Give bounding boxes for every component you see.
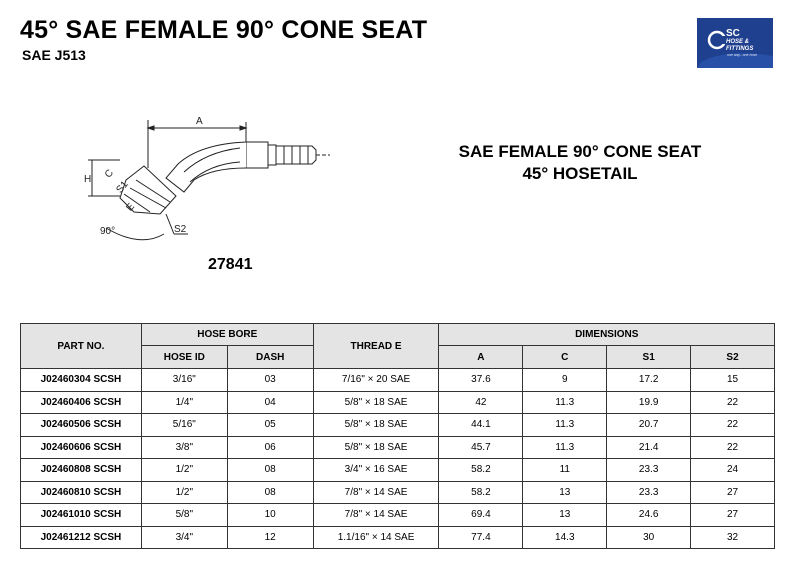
label-a: A <box>196 116 203 127</box>
cell-dash: 08 <box>227 481 313 504</box>
cell-a: 45.7 <box>439 436 523 459</box>
cell-hose-id: 5/8" <box>141 504 227 527</box>
cell-s2: 22 <box>691 414 775 437</box>
cell-c: 13 <box>523 504 607 527</box>
cell-c: 11.3 <box>523 436 607 459</box>
arrow-icon <box>148 126 154 130</box>
cell-a: 42 <box>439 391 523 414</box>
logo-text: FITTINGS <box>726 46 754 52</box>
cell-a: 37.6 <box>439 369 523 392</box>
cell-s1: 30 <box>607 526 691 549</box>
cell-s1: 17.2 <box>607 369 691 392</box>
leader-line <box>166 214 174 234</box>
cell-c: 14.3 <box>523 526 607 549</box>
table-body <box>21 369 775 549</box>
cell-thread: 7/8" × 14 SAE <box>313 481 439 504</box>
header-thread: THREAD E <box>313 324 439 369</box>
cell-dash: 04 <box>227 391 313 414</box>
cell-thread: 5/8" × 18 SAE <box>313 436 439 459</box>
table-row <box>21 526 775 549</box>
cell-part-no: J02461010 SCSH <box>21 504 142 527</box>
cell-dash: 06 <box>227 436 313 459</box>
fitting-technical-drawing <box>80 108 340 248</box>
header-dash: DASH <box>227 346 313 369</box>
cell-thread: 7/16" × 20 SAE <box>313 369 439 392</box>
logo-tagline: one way...one hose <box>727 53 758 57</box>
cell-a: 77.4 <box>439 526 523 549</box>
cell-c: 13 <box>523 481 607 504</box>
table-row <box>21 504 775 527</box>
cell-dash: 10 <box>227 504 313 527</box>
cell-thread: 7/8" × 14 SAE <box>313 504 439 527</box>
cell-hose-id: 1/2" <box>141 459 227 482</box>
hosetail-shape <box>246 142 330 168</box>
page-title: 45° SAE FEMALE 90° CONE SEAT <box>20 16 428 44</box>
cell-c: 9 <box>523 369 607 392</box>
product-name-line: SAE FEMALE 90° CONE SEAT <box>458 142 702 161</box>
table-row <box>21 459 775 482</box>
cell-s1: 24.6 <box>607 504 691 527</box>
cell-s2: 24 <box>691 459 775 482</box>
specification-table <box>20 323 775 549</box>
product-name-line: 45° HOSETAIL <box>522 164 638 183</box>
header-c: C <box>523 346 607 369</box>
header-hose-id: HOSE ID <box>141 346 227 369</box>
cell-part-no: J02460810 SCSH <box>21 481 142 504</box>
drawing-part-number: 27841 <box>208 256 253 273</box>
cell-s1: 23.3 <box>607 459 691 482</box>
label-e: E <box>124 201 138 214</box>
cell-a: 58.2 <box>439 481 523 504</box>
standard-subtitle: SAE J513 <box>22 47 86 63</box>
cell-c: 11.3 <box>523 391 607 414</box>
cell-a: 58.2 <box>439 459 523 482</box>
cell-s1: 21.4 <box>607 436 691 459</box>
cell-thread: 3/4" × 16 SAE <box>313 459 439 482</box>
label-angle: 90° <box>100 226 116 237</box>
cell-s2: 22 <box>691 391 775 414</box>
cell-s2: 15 <box>691 369 775 392</box>
cell-hose-id: 5/16" <box>141 414 227 437</box>
table-row <box>21 414 775 437</box>
table-row <box>21 436 775 459</box>
cell-s1: 20.7 <box>607 414 691 437</box>
header-hose-bore: HOSE BORE <box>141 324 313 346</box>
cell-part-no: J02460304 SCSH <box>21 369 142 392</box>
cell-thread: 1.1/16" × 14 SAE <box>313 526 439 549</box>
cell-thread: 5/8" × 18 SAE <box>313 391 439 414</box>
cell-s2: 27 <box>691 481 775 504</box>
cell-a: 44.1 <box>439 414 523 437</box>
cell-part-no: J02461212 SCSH <box>21 526 142 549</box>
cell-s2: 22 <box>691 436 775 459</box>
cell-c: 11 <box>523 459 607 482</box>
table-row <box>21 369 775 392</box>
cell-hose-id: 1/2" <box>141 481 227 504</box>
label-h: H <box>84 174 92 185</box>
cell-dash: 12 <box>227 526 313 549</box>
cell-s2: 32 <box>691 526 775 549</box>
logo-text: HOSE & <box>726 39 750 45</box>
cell-part-no: J02460406 SCSH <box>21 391 142 414</box>
product-name <box>430 141 730 185</box>
cell-dash: 08 <box>227 459 313 482</box>
header-dimensions: DIMENSIONS <box>439 324 775 346</box>
cell-c: 11.3 <box>523 414 607 437</box>
arrow-icon <box>240 126 246 130</box>
company-logo <box>697 18 773 68</box>
cell-s2: 27 <box>691 504 775 527</box>
table-row <box>21 391 775 414</box>
cell-hose-id: 3/16" <box>141 369 227 392</box>
cell-part-no: J02460808 SCSH <box>21 459 142 482</box>
elbow-body-shape <box>166 142 246 192</box>
header-s1: S1 <box>607 346 691 369</box>
cell-part-no: J02460506 SCSH <box>21 414 142 437</box>
cell-hose-id: 1/4" <box>141 391 227 414</box>
cell-dash: 05 <box>227 414 313 437</box>
cell-s1: 19.9 <box>607 391 691 414</box>
table-row <box>21 481 775 504</box>
cell-s1: 23.3 <box>607 481 691 504</box>
cell-hose-id: 3/4" <box>141 526 227 549</box>
header-part-no: PART NO. <box>21 324 142 369</box>
cell-hose-id: 3/8" <box>141 436 227 459</box>
cell-part-no: J02460606 SCSH <box>21 436 142 459</box>
cell-dash: 03 <box>227 369 313 392</box>
label-s2: S2 <box>174 224 187 235</box>
label-s1: S1 <box>114 179 131 196</box>
logo-text: SC <box>726 28 740 39</box>
label-c: C <box>102 167 116 181</box>
header-s2: S2 <box>691 346 775 369</box>
cell-thread: 5/8" × 18 SAE <box>313 414 439 437</box>
header-a: A <box>439 346 523 369</box>
cell-a: 69.4 <box>439 504 523 527</box>
